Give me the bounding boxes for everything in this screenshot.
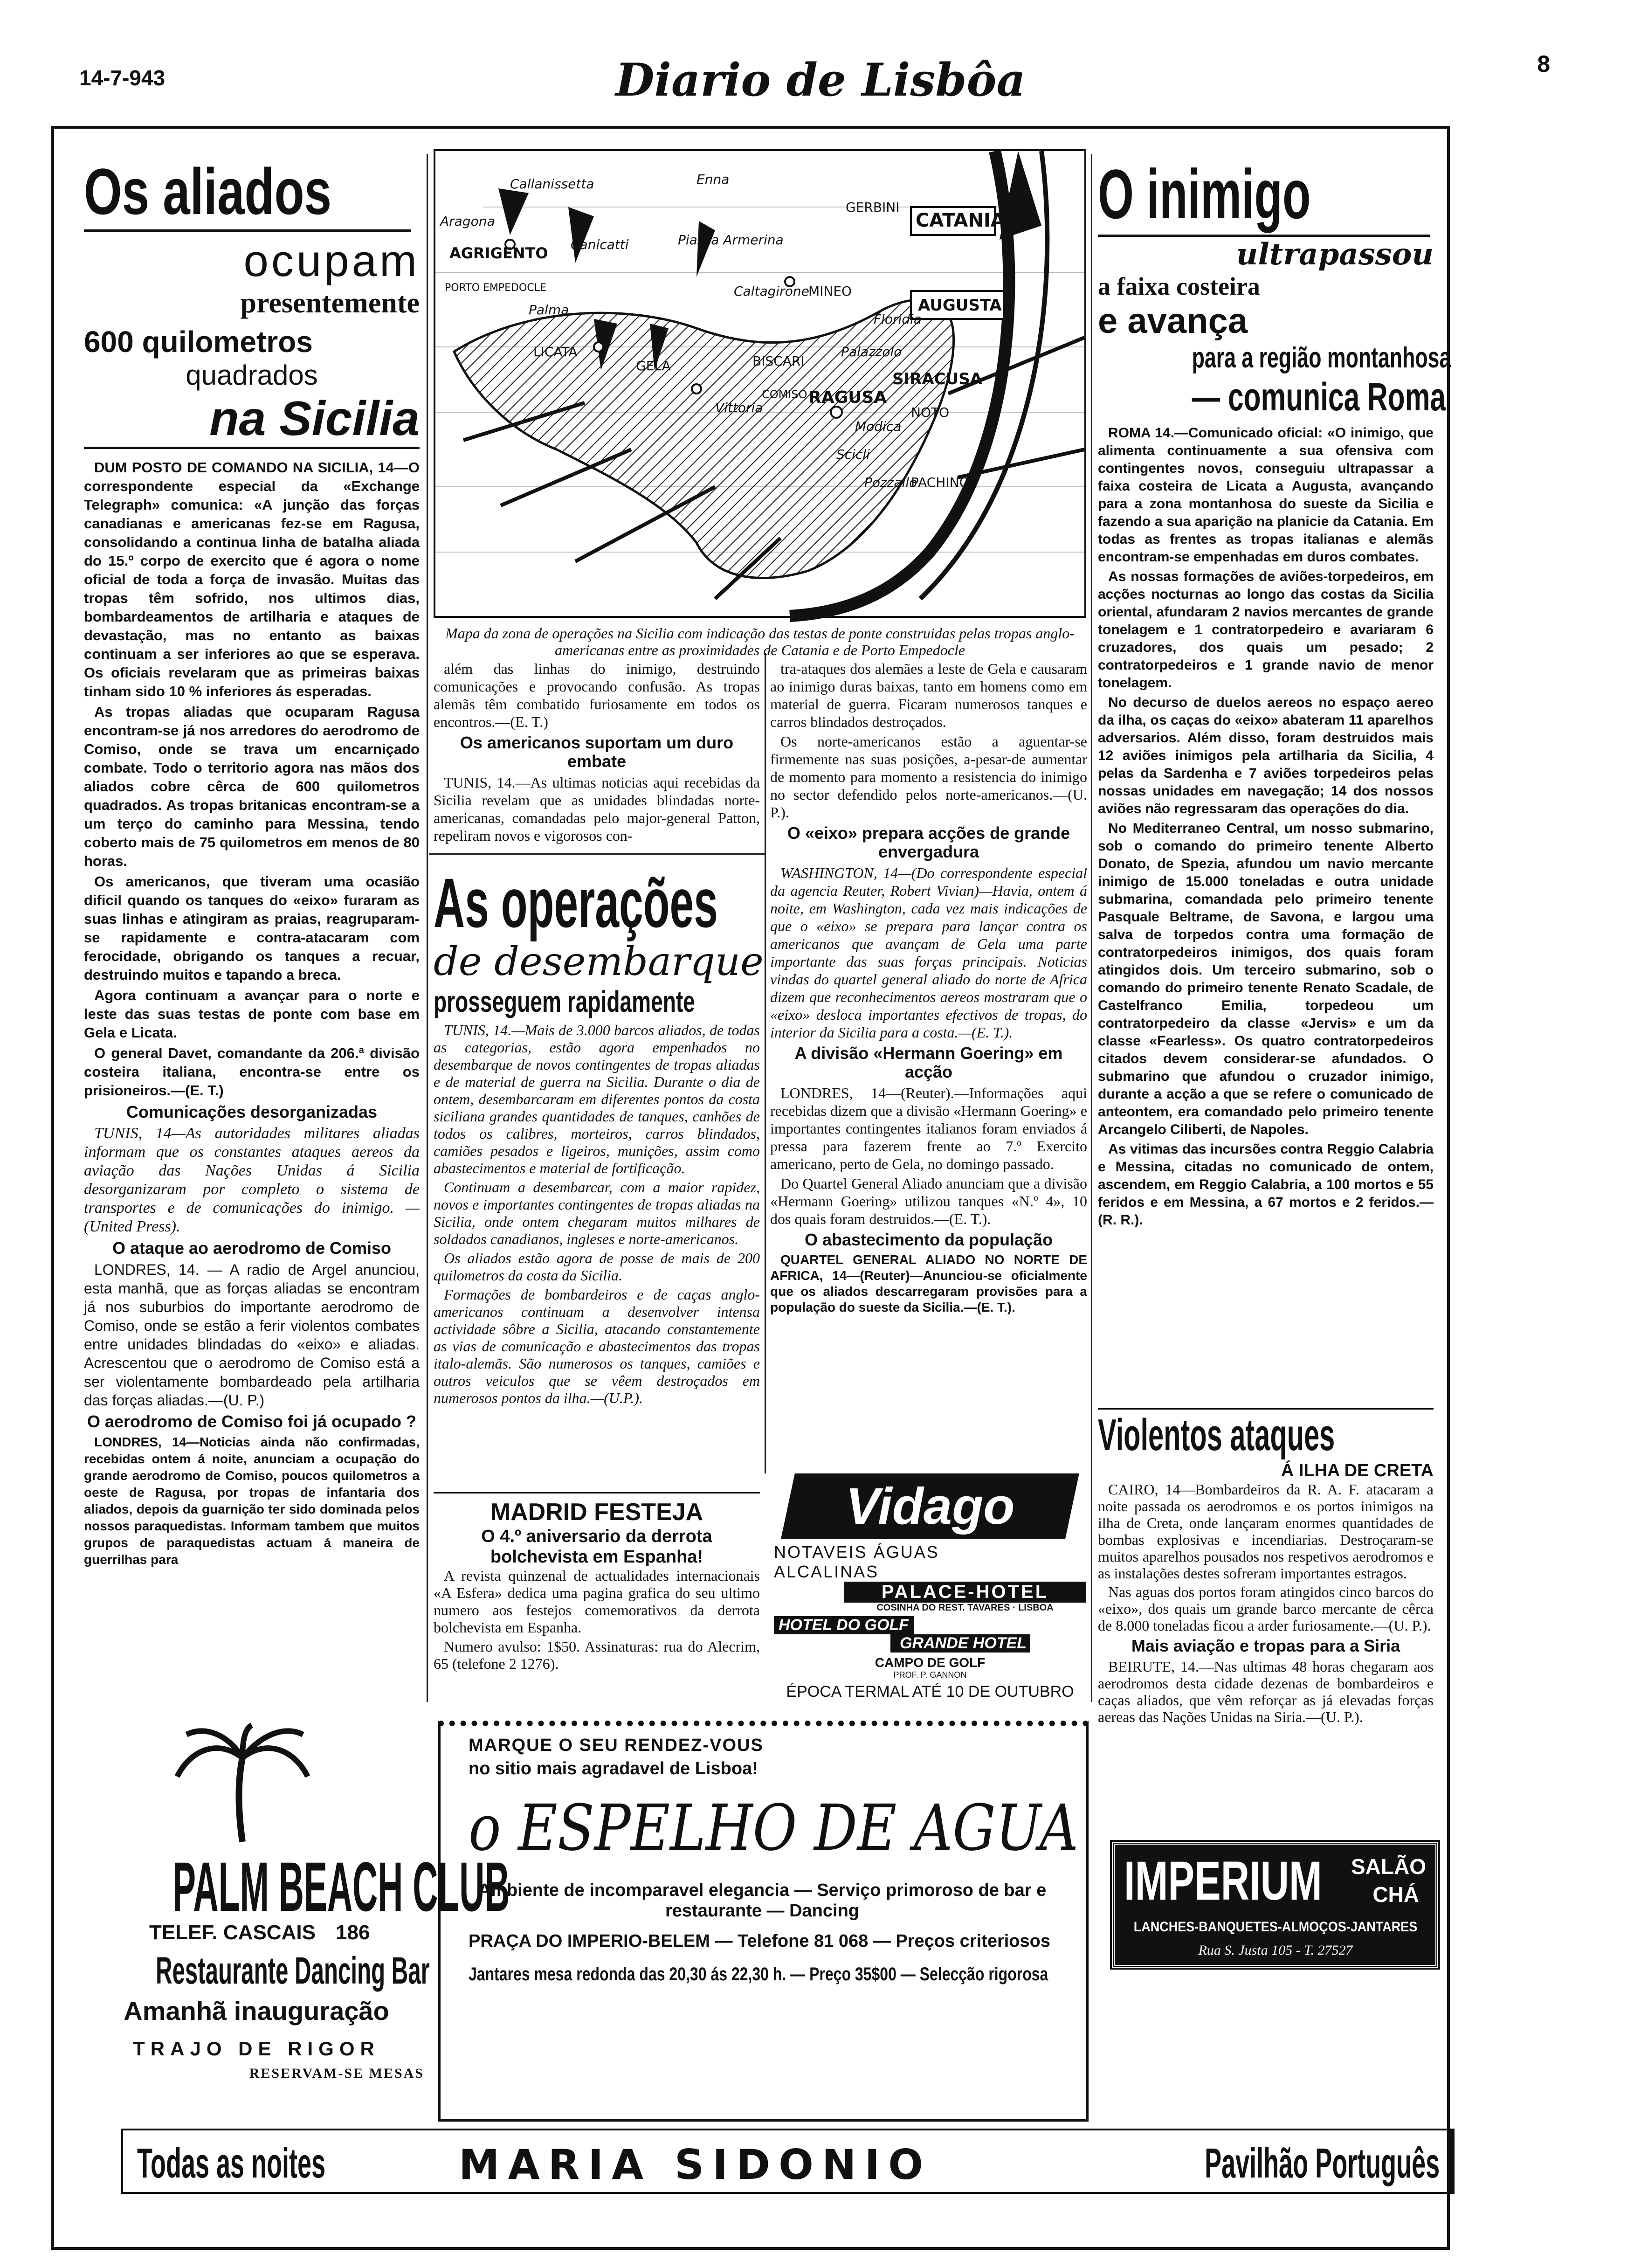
map-label: PACHINO (911, 475, 970, 490)
paragraph: Numero avulso: 1$50. Assinaturas: rua do Alecrim, 65 (telefone 2 1276). (434, 1638, 760, 1672)
headline-line: Á ILHA DE CRETA (1281, 1461, 1434, 1480)
map-label: Piazza Armerina (678, 232, 784, 248)
ad-text: MARQUE O SEU RENDEZ-VOUS (469, 1736, 764, 1755)
ad-text: Jantares mesa redonda das 20,30 ás 22,30 h. — Preço 35$00 — Selecção rigorosa (469, 1964, 1048, 1984)
headline: As operações (434, 864, 718, 942)
headline: Violentos ataques (1098, 1410, 1335, 1460)
date: 14-7-943 (79, 66, 165, 90)
article-madrid (434, 1492, 760, 1707)
map-label: CATANIA (916, 210, 1005, 231)
map-label: PORTO EMPEDOCLE (445, 282, 546, 294)
map-label: Floridia (874, 311, 922, 327)
paragraph: No Mediterraneo Central, um nosso submarino, sob o comando do primeiro tenente Alberto Donato, de Spezia, afundou um navio mercante inimigo de 15.000 toneladas e outra unidade submarina, comandada pelo primeiro tenente Pasquale Beltrame, de Savona, e largou uma salva de torpedos contra uma formação de contratorpedeiros inimigos, dos quais foram atingidos dois. Um terceiro submarino, sob o comando do primeiro tenente Renato Scadale, de Castelfranco Emilia, torpedeou um contratorpedeiro da classe «Jervis» e um da classe «Fearless». Os quatro contratorpedeiros citados devem considerar-se afundados. O submarino que afundou o cruzador inimigo, durante a acção a que se refere o comunicado de anteontem, era comandado pelo primeiro tenente Arcangelo Ciliberti, de Napoles. (1098, 821, 1434, 1137)
map-label: SIRACUSA (892, 370, 982, 388)
map-graphic (435, 151, 1084, 616)
paragraph: Os americanos, que tiveram uma ocasião dificil quando os tanques do «eixo» furaram as suas linhas e atingiram as praias, reagruparam-se rapidamente e contra-atacaram com ferocidade, obrigando os tanques a recuar, destruindo muitos e tapando a breca. (84, 873, 420, 983)
subheading: Os americanos suportam um duro embate (460, 733, 734, 771)
paragraph: DUM POSTO DE COMANDO NA SICILIA, 14—O correspondente especial da «Exchange Telegraph» comunica: «A junção das forças canadianas e americanas fez-se em Ragusa, consolidando a continua linha de batalha aliada do 15.º corpo de exercito que é agora o nome oficial de toda a força de invasão. Muitas das tropas têm sofrido, nos ultimos dias, bombardeamentos de artilharia e ataques de devastação, mas no entanto as baixas continuam a ser inferiores ao que se esperava. Os oficiais revelaram que as primeiras baixas tinham sido 10 % inferiores ás esperadas. (84, 459, 420, 699)
article-enemy (1098, 154, 1451, 1399)
ad-text: Amanhã inauguração (124, 1996, 389, 2026)
paragraph: LONDRES, 14—(Reuter).—Informações aqui recebidas dizem que a divisão «Hermann Goering» e importantes contingentes italianos foram enviados á pressa para fazerem frente ao 7.º Exercito americano, perto de Gela, no domingo passado. (770, 1085, 1087, 1172)
map-label: LICATA (533, 344, 578, 360)
imperium-ad (1112, 1842, 1438, 1968)
paragraph: No decurso de duelos aereos no espaço aereo da ilha, os caças do «eixo» abateram 11 aparelhos adversarios. Além disso, foram destruidos mais 12 aviões inimigos pela artilharia da Sicilia, 4 pelas da Sardenha e 7 aviões torpedeiros pelas nossas unidades em navegação; 14 dos nossos aviões não regressaram das operações do dia. (1098, 695, 1434, 816)
paragraph: QUARTEL GENERAL ALIADO NO NORTE DE AFRICA, 14—(Reuter)—Anunciou-se oficialmente que os aliados descarregaram provisões para a população do sueste da Sicilia.—(E. T.). (770, 1252, 1087, 1314)
headline-line: na Sicilia (84, 391, 420, 449)
map-label: Palma (529, 302, 569, 318)
paragraph: Continuam a desembarcar, com a maior rapidez, novos e importantes contingentes de tropas aliadas na Sicilia, onde ontem chegaram muitos milhares de soldados canadianos, ingleses e norte-americanos. (434, 1179, 760, 1247)
palm-beach-ad (89, 1725, 510, 2108)
map-label: Modica (855, 419, 902, 434)
article-axis (770, 660, 1087, 1457)
newspaper-title: Diario de Lisbôa (615, 54, 1026, 106)
brand-name: IMPERIUM (1124, 1850, 1322, 1912)
subheading: A divisão «Hermann Goering» em acção (794, 1044, 1063, 1081)
headline-line: de desembarque (434, 939, 764, 984)
headline-line: ocupam (243, 236, 420, 286)
map-label: Enna (696, 172, 730, 187)
ad-text: 186 (336, 1921, 370, 1944)
ad-text: no sitio mais agradavel de Lisboa! (469, 1759, 758, 1778)
column-rule (1091, 154, 1092, 1702)
paragraph: Nas aguas dos portos foram atingidos cinco barcos do «eixo», dos quais um grande barco mercante de cêrca de 8.000 toneladas ficou a arder furiosamente.—(U. P.). (1098, 1583, 1434, 1634)
paragraph: LONDRES, 14. — A radio de Argel anunciou, esta manhã, que as forças aliadas se encontram já nos suburbios do importante aerodromo de Comiso, onde se estão a ferir violentos combates entre unidades blindadas do «eixo» e aliadas. Acrescentou que o aerodromo de Comiso está a ser violentamente bombardeado pela artilharia das forças aliadas.—(U. P.) (84, 1261, 420, 1409)
article-allies (84, 154, 420, 1697)
ad-text: Restaurante Dancing Bar (156, 1950, 430, 1992)
headline-line: para a região montanhosa (1192, 342, 1451, 374)
map-label: Callanissetta (510, 176, 594, 192)
map-label: GELA (636, 358, 671, 373)
ad-text: COSINHA DO REST. TAVARES · LISBOA (876, 1603, 1054, 1613)
divider (429, 853, 765, 855)
paragraph: TUNIS, 14—As autoridades militares aliadas informam que os constantes ataques aereos da aviação das Nações Unidas á Sicilia desorganizaram por completo o sistema de transportes e de comunicações do inimigo. — (United Press). (84, 1125, 420, 1235)
palm-tree-icon (172, 1725, 312, 1846)
ad-text: NOTAVEIS ÁGUAS (774, 1542, 939, 1562)
map-label: COMISO (762, 388, 807, 401)
ad-text: PROF. P. GANNON (893, 1670, 967, 1680)
map-label: Caltagirone (734, 284, 809, 299)
paragraph: A revista quinzenal de actualidades internacionais «A Esfera» dedica uma pagina grafica do seu ultimo numero aos festejos comemorativos da derrota bolchevista em Espanha. (434, 1567, 760, 1636)
paragraph: TUNIS, 14.—As ultimas noticias aqui recebidas da Sicilia revelam que as unidades blindadas norte-americanas, comandadas pelo major-general Patton, repeliram novos e vigorosos con- (434, 774, 760, 844)
map-label: AGRIGENTO (449, 244, 548, 262)
ad-text: Todas as noites (137, 2140, 326, 2187)
paragraph: ROMA 14.—Comunicado oficial: «O inimigo, que alimenta continuamente a sua ofensiva com contingentes novos, conseguiu ultrapassar a faixa costeira de Licata a Augusta, avançando para a zona montanhosa do sueste da Sicilia e fazendo a sua aparição na planicie da Catania. Em todas as frentes as tropas italianas e alemãs encontram-se empenhadas em duros combates. (1098, 425, 1434, 565)
article-landings (434, 863, 764, 1487)
ad-text: CAMPO DE GOLF (875, 1655, 986, 1670)
map-label: NOTO (911, 405, 950, 420)
headline-line: presentemente (240, 287, 420, 319)
ad-text: TELEF. CASCAIS (149, 1921, 316, 1944)
map-label: Canicatti (571, 237, 629, 252)
paragraph: Os norte-americanos estão a aguentar-se firmemente nas suas posições, a-pesar-de aumentar de momento para momento a resistencia do inimigo no sector defendido pelos norte-americanos.—(U. P.). (770, 733, 1087, 821)
paragraph: além das linhas do inimigo, destruindo comunicações e provocando confusão. As tropas alemãs têm combatido furiosamente em todos os encontros.—(E. T.) (434, 660, 760, 730)
club-name: PALM BEACH CLUB (172, 1847, 510, 1926)
paragraph: Os aliados estão agora de posse de mais de 200 quilometros da costa da Sicilia. (434, 1250, 760, 1284)
subheading: O 4.º aniversario da derrota bolchevista em Espanha! (481, 1527, 712, 1567)
paragraph: Agora continuam a avançar para o norte e leste das suas testas de ponte com base em Gela e Licata. (84, 987, 420, 1041)
performer-name: MARIA SIDONIO (459, 2141, 932, 2189)
subheading: Mais aviação e tropas para a Siria (1131, 1636, 1400, 1655)
ad-text: RESERVAM-SE MESAS (249, 2066, 424, 2081)
paragraph: TUNIS, 14.—Mais de 3.000 barcos aliados, de todas as categorias, estão agora empenhados no desembarque de novos contingentes de tropas aliadas e de material de guerra na Sicilia. Durante o dia de ontem, desembarcaram em diferentes pontos da costa siciliana grandes quantidades de tanques, canhões de todos os calibres, morteiros, carros blindados, camiões pesados e ligeiros, munições, assim como abastecimentos e material de fortificação. (434, 1022, 760, 1176)
column-rule (765, 653, 766, 1473)
paragraph: LONDRES, 14—Noticias ainda não confirmadas, recebidas ontem á noite, anunciam a ocupação do grande aerodromo de Comiso, poucos quilometros a oeste de Ragusa, por tropas de infantaria dos aliados, depois da guarnição ter sido dominada pelos nossos paraquedistas. Informam tambem que muitos grupos de paraquedistas actuam á maneira de guerrilhas para (84, 1435, 420, 1567)
headline-line: 600 quilometros (84, 325, 313, 359)
map-label: Scicli (836, 447, 870, 462)
article-americans (434, 660, 760, 846)
ad-text: TRAJO DE RIGOR (133, 2038, 380, 2060)
ad-text: PRAÇA DO IMPERIO-BELEM — Telefone 81 068 — Preços criteriosos (469, 1931, 1050, 1951)
ad-text: LANCHES-BANQUETES-ALMOÇOS-JANTARES (1133, 1919, 1418, 1935)
paragraph: tra-ataques dos alemães a leste de Gela e causaram ao inimigo duras baixas, tanto em homens como em material de guerra. Ficaram numerosos tanques e carros blindados destroçados. (770, 660, 1087, 730)
headline-line: ultrapassou (1236, 237, 1434, 272)
map-caption: Mapa da zona de operações na Sicilia com indicação das testas de ponte construidas pelas tropas anglo-americanas entre as proximidades de Catania e de Porto Empedocle (445, 625, 1075, 658)
espelho-ad (438, 1721, 1089, 2122)
map-label: Aragona (440, 214, 495, 229)
ad-text: HOTEL DO GOLF (774, 1616, 914, 1634)
ad-text: Ambiente de incomparavel elegancia — Serviço primoroso de bar e restaurante — Dancing (478, 1881, 1047, 1921)
paragraph: Formações de bombardeiros e de caças anglo-americanos continuam a desenvolver intensa actividade sôbre a Sicilia, atacando constantemente as vias de comunicação e abastecimentos das tropas italo-alemãs. São numerosos os tanques, camiões e outros veiculos que se vêem destroçados em numerosos pontos da ilha.—(U.P.). (434, 1286, 760, 1406)
map-label: MINEO (808, 284, 852, 299)
paragraph: Do Quartel General Aliado anunciam que a divisão «Hermann Goering» utilizou tanques «N.º 4», 10 dos quais foram destruidos.—(E. T.). (770, 1175, 1087, 1227)
maria-sidonio-ad (121, 2129, 1455, 2194)
ad-text: ÉPOCA TERMAL ATÉ 10 DE OUTUBRO (786, 1683, 1074, 1701)
headline-line: prosseguem rapidamente (434, 985, 695, 1018)
map-label: AUGUSTA (918, 296, 1002, 315)
ad-text: ALCALINAS (774, 1562, 879, 1581)
map-label: BISCARI (752, 353, 805, 369)
headline: O inimigo (1098, 154, 1430, 237)
map-label: RAGUSA (808, 388, 887, 407)
headline-line: — comunica Roma (1192, 375, 1446, 419)
paragraph: BEIRUTE, 14.—Nas ultimas 48 horas chegaram aos aerodromos desta cidade dezenas de bombardeiros e caças aliados, que vêm reforçar as já elevadas forças aereas das Nações Unidas na Siria.—(U. P.). (1098, 1658, 1434, 1725)
ad-text: Rua S. Justa 105 - T. 27527 (1198, 1943, 1353, 1958)
paragraph: CAIRO, 14—Bombardeiros da R. A. F. atacaram a noite passada os aerodromos e os portos inimigos na ilha de Creta, onde lançaram enormes quantidades de bombas explosivas e incendiarias. Destroçaram-se muitos aparelhos pousados nos respetivos aerodromos e as instalações destes sofreram importantes estragos. (1098, 1481, 1434, 1582)
paragraph: As tropas aliadas que ocuparam Ragusa encontram-se já nos arredores do aerodromo de Comiso, onde se trava um encarniçado combate. Todo o territorio agora nas mãos dos aliados cobre cêrca de 600 quilometros quadrados. As tropas britanicas encontram-se a um terço do caminho para Messina, tendo coberto mais de 75 quilometros em menos de 80 horas. (84, 704, 420, 869)
page-number: 8 (1537, 51, 1550, 77)
sicily-map (434, 149, 1086, 618)
ad-text: Pavilhão Português (1204, 2140, 1440, 2187)
map-label: Palazzolo (841, 344, 902, 360)
headline-line: e avança (1098, 301, 1248, 341)
subheading: O ataque ao aerodromo de Comiso (112, 1238, 392, 1258)
ad-text: SALÃO (1351, 1854, 1426, 1879)
headline: Os aliados (84, 154, 411, 232)
ad-text: GRANDE HOTEL (890, 1634, 1030, 1653)
vidago-logo: Vidago (781, 1473, 1079, 1539)
headline-line: quadrados (186, 360, 318, 391)
ad-text: CHÁ (1372, 1882, 1419, 1907)
ad-text: PALACE-HOTEL (844, 1582, 1086, 1603)
subheading: O abastecimento da população (804, 1230, 1053, 1249)
map-label: Pozzallo (864, 475, 917, 490)
subheading: O aerodromo de Comiso foi já ocupado ? (87, 1412, 417, 1431)
column-rule (427, 154, 428, 1702)
vidago-ad (774, 1473, 1086, 1702)
headline-line: a faixa costeira (1098, 272, 1260, 300)
paragraph: As vitimas das incursões contra Reggio Calabria e Messina, citadas no comunicado de ontem, ascendem, em Reggio Calabria, a 100 mortos e 55 feridos e em Messina, a 67 mortos e 2 feridos.—(R. R.). (1098, 1141, 1434, 1228)
map-label: Vittoria (715, 400, 763, 415)
restaurant-name: o ESPELHO DE AGUA (469, 1791, 1079, 1865)
paragraph: WASHINGTON, 14—(Do correspondente especial da agencia Reuter, Robert Vivian)—Havia, ontem á noite, em Washington, cada vez mais indicações de que o «eixo» se prepara para lançar contra os americanos que avançam de Gela uma parte importante das suas forças principais. Noticias vindas do quartel general aliado do norte de Africa dizem que reconhecimentos aereos mostraram que o «eixo» desloca importantes efectivos de tropas, do interior da Sicilia para a costa.—(E. T.). (770, 864, 1087, 1041)
paragraph: O general Davet, comandante da 206.ª divisão costeira italiana, encontra-se entre os prisioneiros.—(E. T.) (84, 1045, 420, 1099)
subheading: O «eixo» prepara acções de grande envergadura (787, 823, 1070, 861)
paragraph: As nossas formações de aviões-torpedeiros, em acções nocturnas ao longo das costas da Sicilia oriental, afundaram 2 navios mercantes de grande tonelagem e 1 contratorpedeiro e avariaram 6 cruzadores, dos quais um pesado; 2 contratorpedeiros e 1 grande navio de menor tonelagem. (1098, 569, 1434, 691)
headline: MADRID FESTEJA (490, 1499, 703, 1526)
article-crete (1098, 1408, 1434, 1725)
subheading: Comunicações desorganizadas (126, 1102, 378, 1121)
map-label: GERBINI (846, 200, 900, 215)
